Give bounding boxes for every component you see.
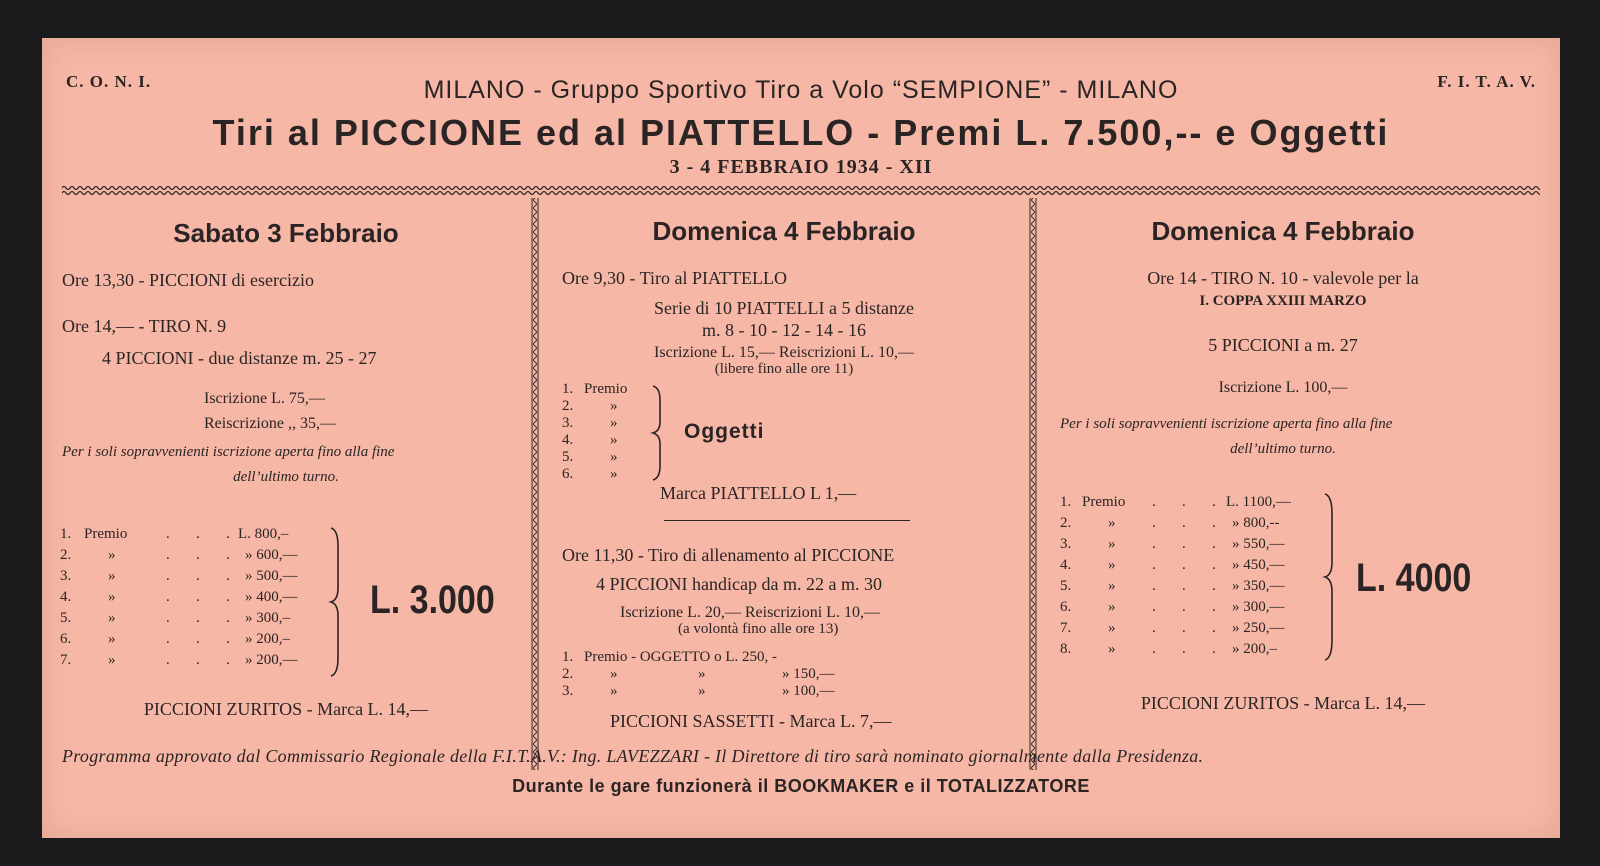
main-title: Tiri al PICCIONE ed al PIATTELLO - Premi L. 7.500,-- e Oggetti bbox=[212, 112, 1390, 153]
col1-iscrizione: Iscrizione L. 75,— bbox=[204, 390, 325, 407]
col3-prize-amount: » 550,— bbox=[1232, 536, 1285, 552]
col3-prize-label: » bbox=[1108, 641, 1116, 657]
leader-dot: . bbox=[1152, 599, 1156, 615]
col3-prize-rank: 7. bbox=[1060, 620, 1072, 636]
col3-prize-rank: 3. bbox=[1060, 536, 1072, 552]
leader-dot: . bbox=[196, 631, 200, 647]
col3-line1: Ore 14 - TIRO N. 10 - valevole per la bbox=[1147, 268, 1419, 288]
col2-line2: Serie di 10 PIATTELLI a 5 distanze bbox=[654, 298, 914, 318]
col2-prize-rank: 3. bbox=[562, 415, 574, 431]
leader-dot: . bbox=[1212, 515, 1216, 531]
leader-dot: . bbox=[1152, 620, 1156, 636]
col3-marca: PICCIONI ZURITOS - Marca L. 14,— bbox=[1140, 693, 1426, 713]
col2-prize-rank: 1. bbox=[562, 381, 574, 397]
col2-prize-label: » bbox=[610, 398, 618, 414]
col3-prize-label: » bbox=[1108, 557, 1116, 573]
col2-prize-label: Premio bbox=[584, 381, 628, 397]
col2-separator bbox=[664, 520, 910, 521]
col2-marca-piattello: Marca PIATTELLO L 1,— bbox=[660, 483, 857, 503]
col2-prize2-rank: 2. bbox=[562, 666, 574, 682]
col3-prize-label: » bbox=[1108, 620, 1116, 636]
leader-dot: . bbox=[226, 610, 230, 626]
leader-dot: . bbox=[166, 526, 170, 542]
col3-prize-amount: » 800,-- bbox=[1232, 515, 1280, 531]
col3-prize-amount: » 300,— bbox=[1232, 599, 1285, 615]
col2-prize-label: » bbox=[610, 449, 618, 465]
leader-dot: . bbox=[1182, 599, 1186, 615]
col2-iscrizione: Iscrizione L. 15,— Reiscrizioni L. 10,— bbox=[654, 344, 914, 361]
col1-line2: Ore 14,— - TIRO N. 9 bbox=[62, 316, 227, 336]
col2-prize2-rank: 3. bbox=[562, 683, 574, 699]
bookmaker-note: Durante le gare funzionerà il BOOKMAKER e il TOTALIZZATORE bbox=[512, 776, 1090, 796]
leader-dot: . bbox=[166, 547, 170, 563]
program-sheet bbox=[42, 38, 1560, 838]
leader-dot: . bbox=[196, 652, 200, 668]
col1-note: Per i soli sopravvenienti iscrizione aperta fino alla fine bbox=[62, 444, 395, 460]
col3-prize-amount: » 350,— bbox=[1232, 578, 1285, 594]
leader-dot: . bbox=[1182, 578, 1186, 594]
col1-prize-amount: » 400,— bbox=[245, 589, 298, 605]
col2-prize2-label: » bbox=[610, 666, 618, 682]
col1-prize-amount: » 200,– bbox=[245, 631, 290, 647]
leader-dot: . bbox=[166, 652, 170, 668]
col3-prize-rank: 5. bbox=[1060, 578, 1072, 594]
col3-prize-rank: 1. bbox=[1060, 494, 1072, 510]
leader-dot: . bbox=[226, 547, 230, 563]
col1-line3: 4 PICCIONI - due distanze m. 25 - 27 bbox=[102, 348, 377, 368]
col2-heading: Domenica 4 Febbraio bbox=[652, 216, 916, 246]
leader-dot: . bbox=[226, 652, 230, 668]
col2-line3: m. 8 - 10 - 12 - 14 - 16 bbox=[702, 320, 866, 340]
col3-brace bbox=[1322, 492, 1336, 662]
leader-dot: . bbox=[226, 589, 230, 605]
fitav-mark: F. I. T. A. V. bbox=[1437, 72, 1536, 91]
leader-dot: . bbox=[166, 589, 170, 605]
col3-prize-rank: 4. bbox=[1060, 557, 1072, 573]
col2-oggetti: Oggetti bbox=[684, 420, 765, 443]
leader-dot: . bbox=[196, 526, 200, 542]
leader-dot: . bbox=[1152, 641, 1156, 657]
col3-prize-rank: 8. bbox=[1060, 641, 1072, 657]
col2-prize-label: » bbox=[610, 466, 618, 482]
col2-iscrizione2-note: (a volontà fino alle ore 13) bbox=[678, 621, 839, 637]
col2-marca-sassetti: PICCIONI SASSETTI - Marca L. 7,— bbox=[610, 711, 892, 731]
col1-brace bbox=[328, 526, 342, 678]
col3-prize-amount: L. 1100,— bbox=[1226, 494, 1291, 510]
col2-prize-label: » bbox=[610, 432, 618, 448]
col2-prize-rank: 6. bbox=[562, 466, 574, 482]
col1-prize-rank: 1. bbox=[60, 526, 72, 542]
col2-iscrizione-note: (libere fino alle ore 11) bbox=[714, 361, 854, 377]
col3-prize-rank: 6. bbox=[1060, 599, 1072, 615]
leader-dot: . bbox=[1182, 515, 1186, 531]
col1-prize-label: » bbox=[108, 589, 116, 605]
col1-prize-label: » bbox=[108, 610, 116, 626]
col3-prize-label: » bbox=[1108, 515, 1116, 531]
leader-dot: . bbox=[166, 568, 170, 584]
col1-prize-rank: 7. bbox=[60, 652, 72, 668]
col1-prize-label: » bbox=[108, 547, 116, 563]
col1-reiscrizione: Reiscrizione ,, 35,— bbox=[204, 415, 336, 432]
leader-dot: . bbox=[1212, 599, 1216, 615]
leader-dot: . bbox=[166, 631, 170, 647]
col1-prize-label: Premio bbox=[84, 526, 128, 542]
coni-mark: C. O. N. I. bbox=[66, 72, 152, 91]
col1-prize-amount: L. 800,– bbox=[238, 526, 289, 542]
col1-prize-label: » bbox=[108, 568, 116, 584]
col1-prize-amount: » 600,— bbox=[245, 547, 298, 563]
leader-dot: . bbox=[1182, 641, 1186, 657]
col1-marca: PICCIONI ZURITOS - Marca L. 14,— bbox=[143, 699, 429, 719]
leader-dot: . bbox=[1152, 536, 1156, 552]
col2-prize2-label: » bbox=[610, 683, 618, 699]
col3-prize-amount: » 450,— bbox=[1232, 557, 1285, 573]
col2-brace bbox=[650, 384, 664, 482]
col3-prize-label: » bbox=[1108, 578, 1116, 594]
col1-prize-rank: 3. bbox=[60, 568, 72, 584]
leader-dot: . bbox=[226, 568, 230, 584]
leader-dot: . bbox=[196, 547, 200, 563]
col1-prize-rank: 4. bbox=[60, 589, 72, 605]
event-date: 3 - 4 FEBBRAIO 1934 - XII bbox=[669, 156, 933, 178]
leader-dot: . bbox=[1212, 620, 1216, 636]
col3-prize-label: » bbox=[1108, 599, 1116, 615]
leader-dot: . bbox=[196, 610, 200, 626]
col1-note-cont: dell’ultimo turno. bbox=[233, 469, 339, 485]
leader-dot: . bbox=[226, 526, 230, 542]
col2-prize2-mid: » bbox=[698, 666, 706, 682]
col2-prize-rank: 5. bbox=[562, 449, 574, 465]
column-divider-right bbox=[1028, 198, 1038, 770]
col2-line5: 4 PICCIONI handicap da m. 22 a m. 30 bbox=[596, 574, 882, 594]
leader-dot: . bbox=[1212, 557, 1216, 573]
leader-dot: . bbox=[1212, 578, 1216, 594]
leader-dot: . bbox=[226, 631, 230, 647]
leader-dot: . bbox=[1152, 494, 1156, 510]
col1-prize-rank: 2. bbox=[60, 547, 72, 563]
approval-note: Programma approvato dal Commissario Regionale della F.I.T.A.V.: Ing. LAVEZZARI - Il Direttore di tiro sarà nominato giornalmente dalla Presidenza. bbox=[62, 746, 1204, 766]
col2-prize2-amount: » 100,— bbox=[782, 683, 835, 699]
leader-dot: . bbox=[1152, 557, 1156, 573]
organizer-line: MILANO - Gruppo Sportivo Tiro a Volo “SEMPIONE” - MILANO bbox=[423, 76, 1179, 104]
col1-prize-amount: » 300,– bbox=[245, 610, 290, 626]
col1-prize-label: » bbox=[108, 631, 116, 647]
leader-dot: . bbox=[1182, 620, 1186, 636]
col1-prize-rank: 6. bbox=[60, 631, 72, 647]
leader-dot: . bbox=[1212, 494, 1216, 510]
leader-dot: . bbox=[1152, 515, 1156, 531]
col1-prize-amount: » 200,— bbox=[245, 652, 298, 668]
col2-line4: Ore 11,30 - Tiro di allenamento al PICCIONE bbox=[562, 545, 895, 565]
col3-prize-amount: » 200,– bbox=[1232, 641, 1277, 657]
col2-line1: Ore 9,30 - Tiro al PIATTELLO bbox=[562, 268, 787, 288]
col3-note-cont: dell’ultimo turno. bbox=[1230, 441, 1336, 457]
leader-dot: . bbox=[1182, 536, 1186, 552]
leader-dot: . bbox=[1212, 536, 1216, 552]
col3-line2: I. COPPA XXIII MARZO bbox=[1199, 293, 1367, 309]
col3-prize-label: Premio bbox=[1082, 494, 1126, 510]
col2-prize-rank: 2. bbox=[562, 398, 574, 414]
leader-dot: . bbox=[196, 568, 200, 584]
leader-dot: . bbox=[1182, 557, 1186, 573]
col3-prize-amount: » 250,— bbox=[1232, 620, 1285, 636]
leader-dot: . bbox=[1152, 578, 1156, 594]
col3-iscrizione: Iscrizione L. 100,— bbox=[1218, 379, 1348, 396]
col2-prize2-amount: » 150,— bbox=[782, 666, 835, 682]
leader-dot: . bbox=[1212, 641, 1216, 657]
col2-prize2-label: Premio - OGGETTO o L. 250, - bbox=[584, 649, 778, 665]
col1-prize-label: » bbox=[108, 652, 116, 668]
col2-prize-label: » bbox=[610, 415, 618, 431]
col1-total: L. 3.000 bbox=[370, 578, 495, 622]
col3-note: Per i soli sopravvenienti iscrizione aperta fino alla fine bbox=[1060, 416, 1393, 432]
col1-prize-rank: 5. bbox=[60, 610, 72, 626]
col2-iscrizione2: Iscrizione L. 20,— Reiscrizioni L. 10,— bbox=[620, 604, 880, 621]
col2-prize2-mid: » bbox=[698, 683, 706, 699]
col3-heading: Domenica 4 Febbraio bbox=[1151, 216, 1415, 246]
leader-dot: . bbox=[196, 589, 200, 605]
col1-heading: Sabato 3 Febbraio bbox=[173, 218, 399, 248]
col2-prize2-rank: 1. bbox=[562, 649, 574, 665]
leader-dot: . bbox=[166, 610, 170, 626]
col3-total: L. 4000 bbox=[1356, 556, 1472, 600]
leader-dot: . bbox=[1182, 494, 1186, 510]
col3-prize-rank: 2. bbox=[1060, 515, 1072, 531]
column-divider-left bbox=[530, 198, 540, 770]
col3-line3: 5 PICCIONI a m. 27 bbox=[1208, 335, 1358, 355]
col3-prize-label: » bbox=[1108, 536, 1116, 552]
col1-line1: Ore 13,30 - PICCIONI di esercizio bbox=[62, 270, 314, 290]
col1-prize-amount: » 500,— bbox=[245, 568, 298, 584]
wavy-divider bbox=[62, 184, 1540, 198]
col2-prize-rank: 4. bbox=[562, 432, 574, 448]
